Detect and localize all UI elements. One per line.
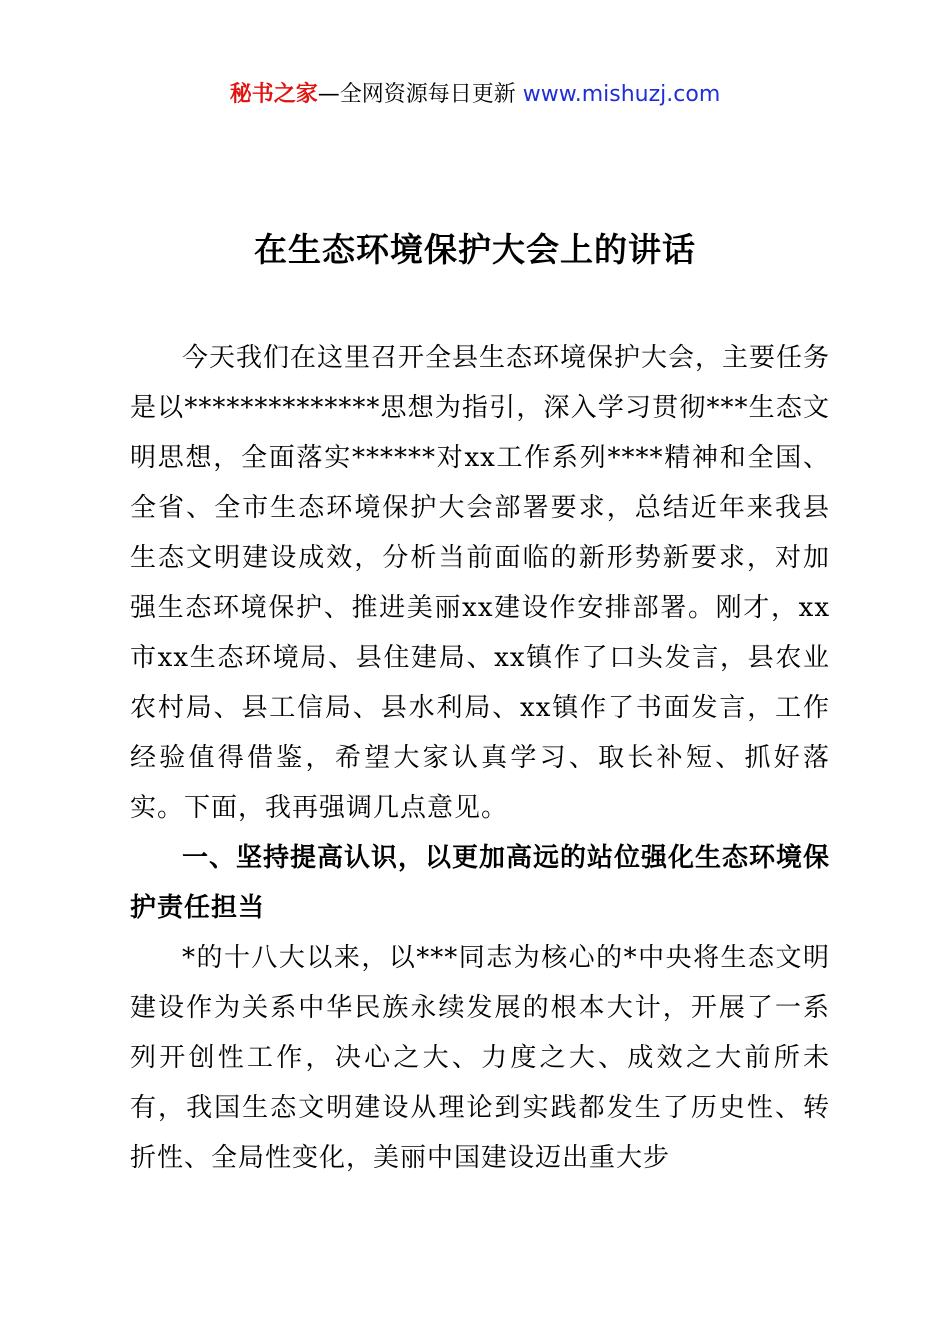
document-title: 在生态环境保护大会上的讲话 [254, 230, 696, 269]
paragraph-section-1: *的十八大以来，以***同志为核心的*中央将生态文明建设作为关系中华民族永续发展的根本大计，开展了一系列开创性工作，决心之大、力度之大、成效之大前所未有，我国生态文明建设从理论到实践都发生了历史性、转折性、全局性变化，美丽中国建设迈出重大步 [130, 943, 830, 1173]
site-header [0, 80, 950, 110]
section-heading: 一、坚持提高认识，以更加高远的站位强化生态环境保护责任担当 [130, 843, 831, 923]
paragraph-intro: 今天我们在这里召开全县生态环境保护大会，主要任务是以**************思想为指引，深入学习贯彻***生态文明思想，全面落实******对xx工作系列****精神和全国、全省、全市生态环境保护大会部署要求，总结近年来我县生态文明建设成效，分析当前面临的新形势新要求，对加强生态环境保护、推进美丽xx建设作安排部署。刚才，xx市xx生态环境局、县住建局、xx镇作了口头发言，县农业农村局、县工信局、县水利局、xx镇作了书面发言，工作经验值得借鉴，希望大家认真学习、取长补短、抓好落实。下面，我再强调几点意见。 [130, 343, 831, 823]
site-url-link[interactable]: www.mishuzj.com [522, 82, 721, 107]
document-body [130, 333, 830, 1183]
header-tagline: —全网资源每日更新 [317, 82, 523, 107]
brand-name: 秘书之家 [229, 82, 318, 107]
